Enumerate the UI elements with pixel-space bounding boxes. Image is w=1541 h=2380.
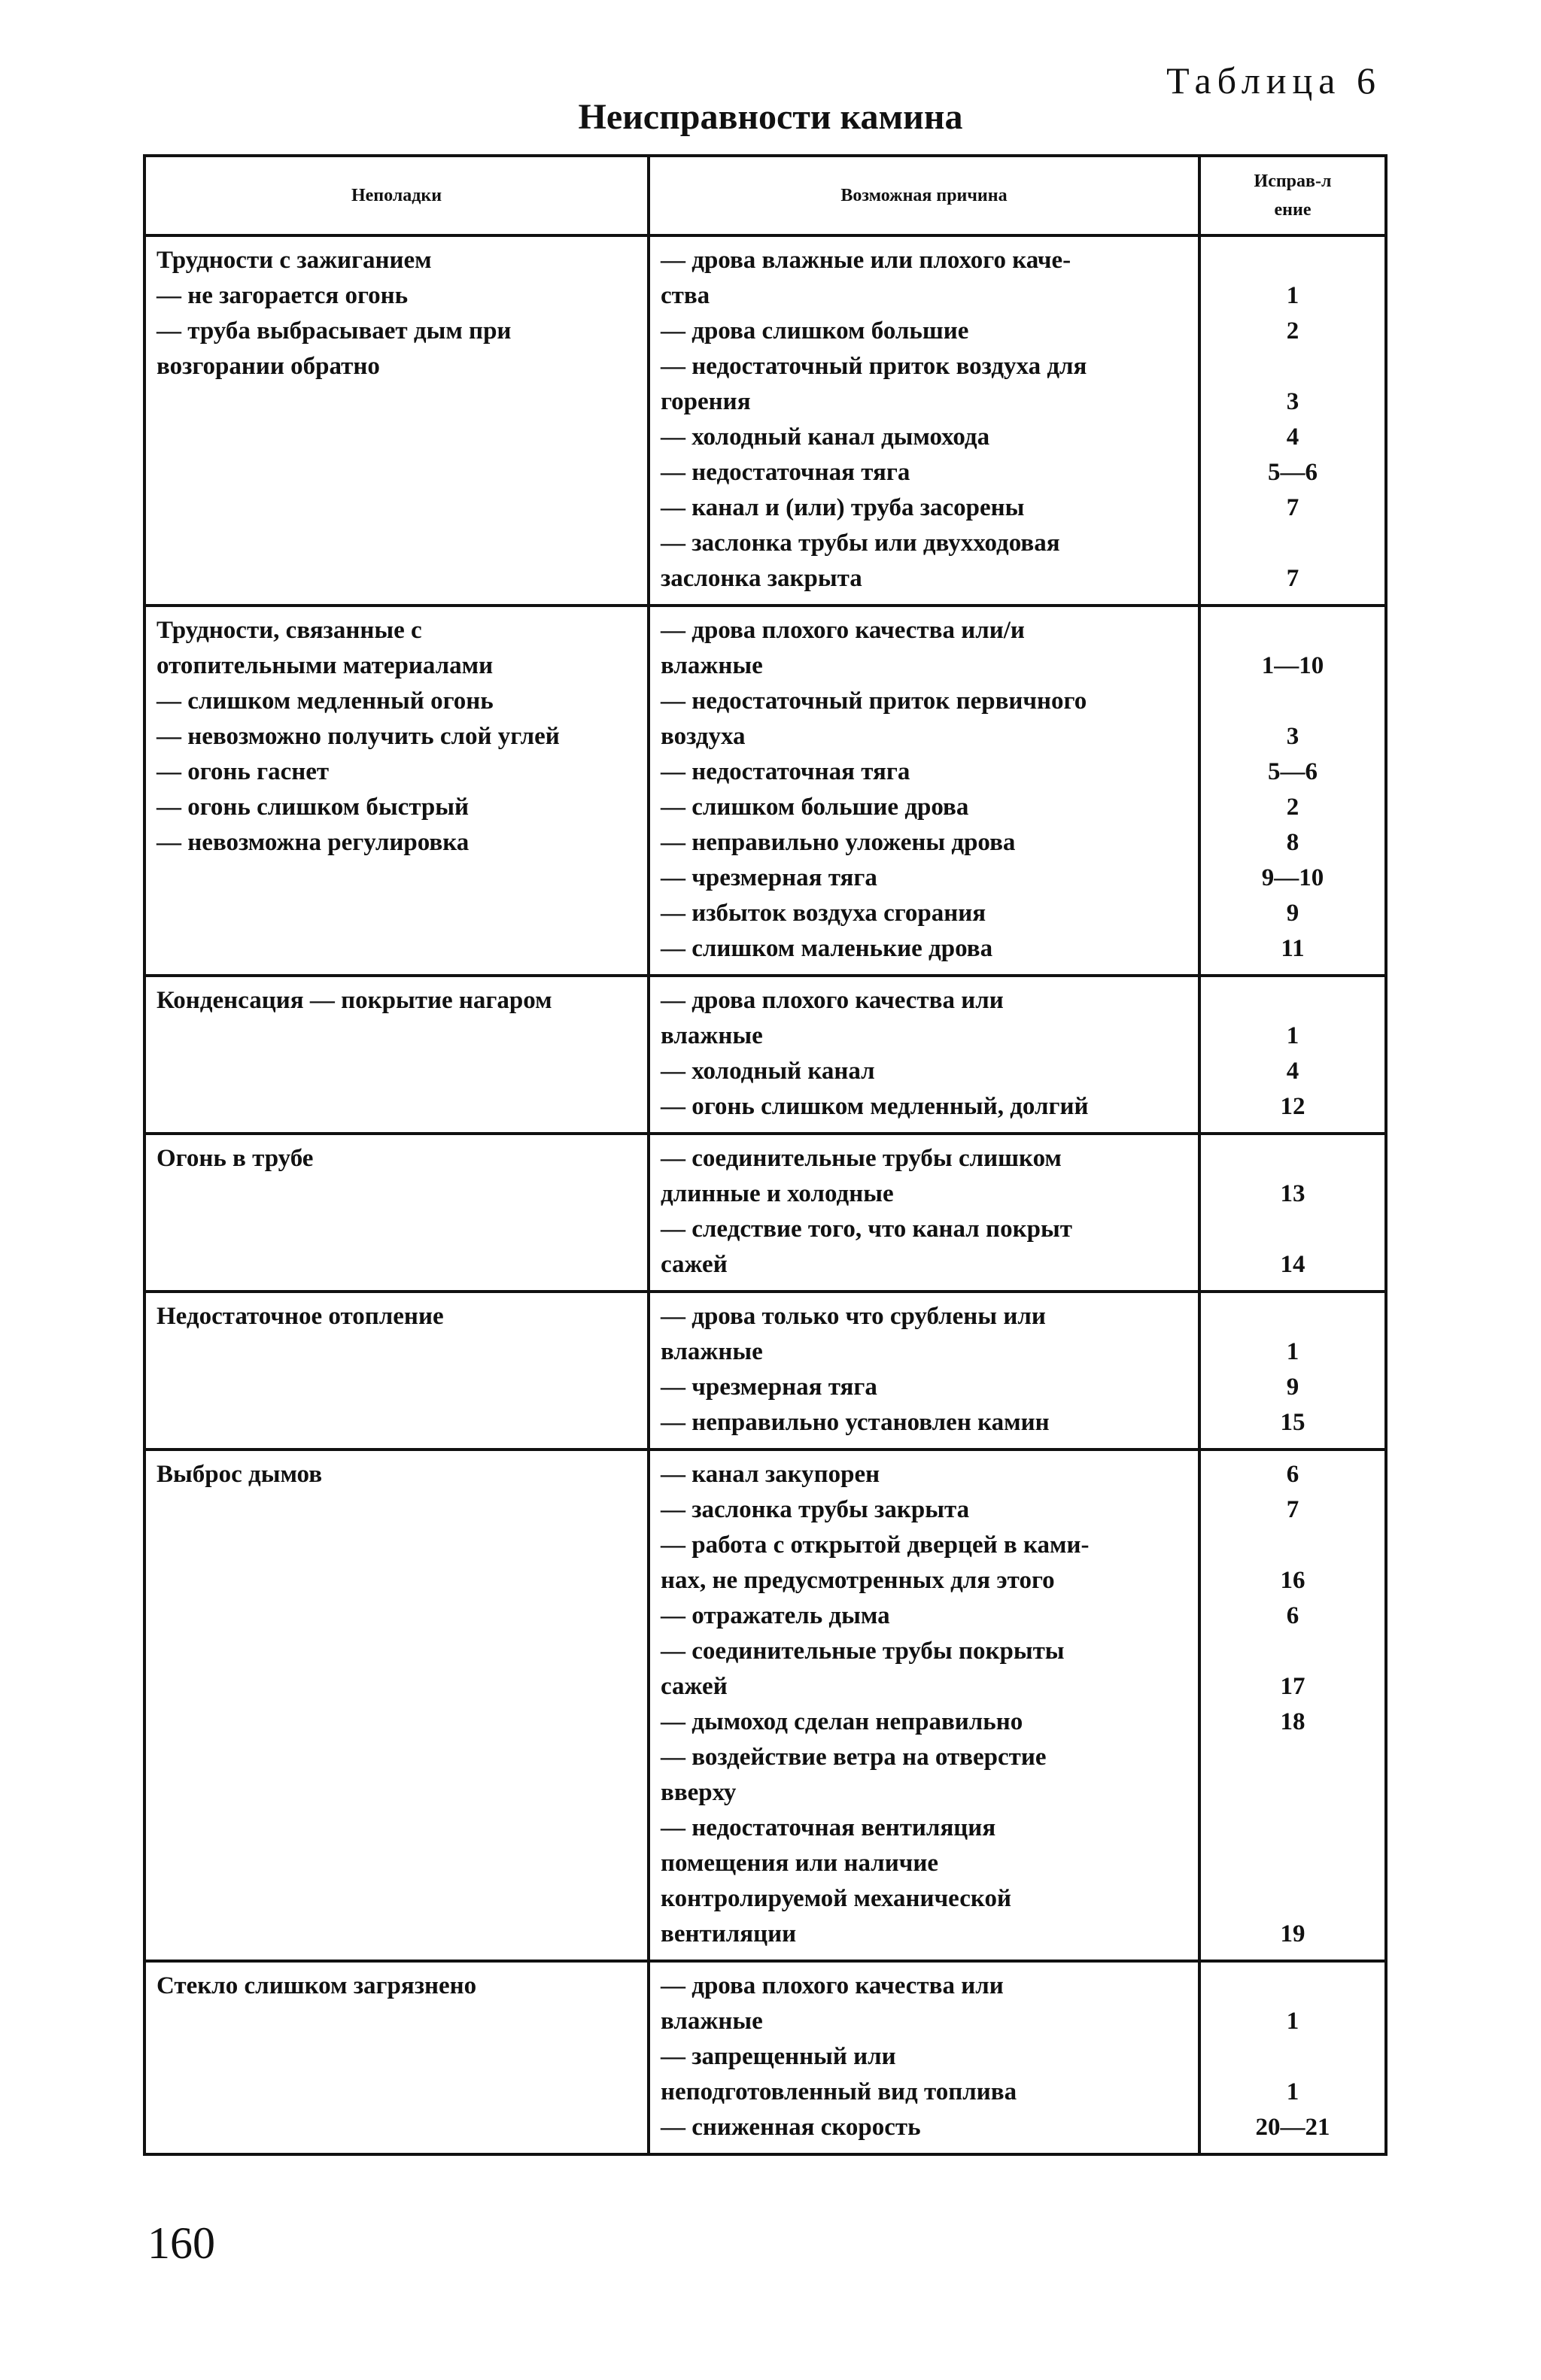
header-problem: Неполадки [144, 156, 649, 235]
fix-value: 7 [1286, 565, 1299, 592]
problem-cell [144, 1961, 649, 2154]
cause-line: вверху [661, 1779, 737, 1806]
problem-cell [144, 1292, 649, 1450]
fix-value: 1—10 [1261, 652, 1324, 679]
cause-line: — недостаточная вентиляция [661, 1814, 996, 1841]
fix-value: 6 [1286, 1461, 1299, 1488]
fix-value [1211, 613, 1374, 648]
cause-line: — заслонка трубы или двухходовая [661, 530, 1060, 557]
problem-line: — невозможно получить слой углей [157, 723, 560, 750]
problem-line: Выброс дымов [157, 1461, 323, 1488]
cause-line: — дрова плохого качества или [661, 1972, 1004, 1999]
cause-line: — недостаточный приток воздуха для [661, 353, 1087, 380]
cause-line: — слишком большие дрова [661, 794, 969, 821]
problem-line: Трудности, связанные с [157, 617, 422, 644]
cause-line: — избыток воздуха сгорания [661, 900, 986, 927]
table-row [144, 976, 1386, 1134]
cause-cell [649, 606, 1199, 976]
faults-table [143, 154, 1388, 2156]
fix-value: 14 [1280, 1251, 1305, 1278]
fix-value [1211, 1775, 1374, 1811]
header-cause: Возможная причина [649, 156, 1199, 235]
problem-line: Недостаточное отопление [157, 1303, 444, 1330]
fix-value [1211, 1969, 1374, 2004]
fix-cell [1199, 606, 1386, 976]
cause-line: — соединительные трубы слишком [661, 1145, 1062, 1172]
fix-value: 1 [1286, 282, 1299, 309]
cause-line: — дрова слишком большие [661, 317, 969, 345]
cause-cell [649, 976, 1199, 1134]
cause-line: заслонка закрыта [661, 565, 862, 592]
fix-value [1211, 2039, 1374, 2075]
cause-line: влажные [661, 1022, 763, 1049]
header-fix [1199, 156, 1386, 235]
fix-cell [1199, 1134, 1386, 1292]
cause-line: — недостаточный приток первичного [661, 688, 1087, 715]
fix-value [1211, 1299, 1374, 1334]
fix-value: 3 [1286, 388, 1299, 415]
problem-cell [144, 1450, 649, 1961]
page-number: 160 [147, 2218, 215, 2268]
fix-value [1211, 1634, 1374, 1669]
table-header [144, 156, 1386, 235]
fix-value: 2 [1286, 317, 1299, 345]
cause-line: — огонь слишком медленный, долгий [661, 1093, 1089, 1120]
fix-value: 16 [1280, 1567, 1305, 1594]
fix-value: 1 [1286, 2078, 1299, 2105]
cause-line: — дрова влажные или плохого каче- [661, 247, 1071, 274]
cause-line: — неправильно установлен камин [661, 1409, 1050, 1436]
cause-line: влажные [661, 1338, 763, 1365]
fix-value [1211, 1881, 1374, 1917]
cause-line: — недостаточная тяга [661, 758, 910, 785]
problem-line: — слишком медленный огонь [157, 688, 494, 715]
cause-line: — неправильно уложены дрова [661, 829, 1016, 856]
cause-line: — дрова плохого качества или [661, 987, 1004, 1014]
cause-line: — канал и (или) труба засорены [661, 494, 1025, 521]
cause-line: — соединительные трубы покрыты [661, 1638, 1065, 1665]
cause-line: помещения или наличие [661, 1850, 939, 1877]
fix-value: 13 [1280, 1180, 1305, 1207]
fix-value: 4 [1286, 423, 1299, 451]
cause-line: — дрова плохого качества или/и [661, 617, 1025, 644]
cause-line: сажей [661, 1673, 728, 1700]
cause-line: ства [661, 282, 710, 309]
fix-value: 12 [1280, 1093, 1305, 1120]
fix-value: 11 [1281, 935, 1305, 962]
table-row [144, 1450, 1386, 1961]
header-row [144, 156, 1386, 235]
fix-value: 9 [1286, 1374, 1299, 1401]
fix-value [1211, 1740, 1374, 1775]
cause-line: — заслонка трубы закрыта [661, 1496, 970, 1523]
fix-value: 5—6 [1268, 758, 1318, 785]
problem-line: — не загорается огонь [157, 282, 409, 309]
cause-line: воздуха [661, 723, 746, 750]
table-row [144, 1961, 1386, 2154]
fix-value [1211, 1141, 1374, 1176]
cause-line: контролируемой механической [661, 1885, 1011, 1912]
table-row [144, 235, 1386, 606]
header-fix-text: Исправ-ление [1254, 172, 1332, 220]
fix-value [1211, 349, 1374, 384]
fix-value: 15 [1280, 1409, 1305, 1436]
fix-value: 7 [1286, 494, 1299, 521]
cause-cell [649, 1450, 1199, 1961]
cause-line: нах, не предусмотренных для этого [661, 1567, 1055, 1594]
problem-line: возгорании обратно [157, 353, 380, 380]
fix-value: 20—21 [1255, 2114, 1330, 2141]
cause-line: — дрова только что срублены или [661, 1303, 1046, 1330]
fix-value: 7 [1286, 1496, 1299, 1523]
problem-cell [144, 1134, 649, 1292]
fix-value: 1 [1286, 1022, 1299, 1049]
fix-value [1211, 1212, 1374, 1247]
problem-cell [144, 976, 649, 1134]
fix-value: 19 [1280, 1920, 1305, 1947]
fix-value [1211, 983, 1374, 1018]
fix-value [1211, 1811, 1374, 1846]
fix-cell [1199, 976, 1386, 1134]
cause-line: — сниженная скорость [661, 2114, 921, 2141]
fix-value [1211, 526, 1374, 561]
cause-line: — отражатель дыма [661, 1602, 890, 1629]
table-body [144, 235, 1386, 2154]
cause-line: — канал закупорен [661, 1461, 880, 1488]
problem-line: Трудности с зажиганием [157, 247, 432, 274]
problem-cell [144, 606, 649, 976]
fix-cell [1199, 1292, 1386, 1450]
fix-value: 8 [1286, 829, 1299, 856]
page-title [0, 96, 1541, 138]
fix-value: 1 [1286, 2008, 1299, 2035]
fix-value: 17 [1280, 1673, 1305, 1700]
problem-line: — огонь слишком быстрый [157, 794, 469, 821]
cause-cell [649, 1134, 1199, 1292]
fix-cell [1199, 1961, 1386, 2154]
table-row [144, 1134, 1386, 1292]
cause-line: — холодный канал дымохода [661, 423, 990, 451]
cause-cell [649, 235, 1199, 606]
cause-line: неподготовленный вид топлива [661, 2078, 1017, 2105]
cause-cell [649, 1961, 1199, 2154]
table-row [144, 1292, 1386, 1450]
fix-value: 3 [1286, 723, 1299, 750]
problem-line: Огонь в трубе [157, 1145, 314, 1172]
fix-value: 6 [1286, 1602, 1299, 1629]
cause-line: — дымоход сделан неправильно [661, 1708, 1023, 1735]
cause-line: — недостаточная тяга [661, 459, 910, 486]
fix-value: 9 [1286, 900, 1299, 927]
fix-value: 2 [1286, 794, 1299, 821]
problem-line: отопительными материалами [157, 652, 494, 679]
cause-cell [649, 1292, 1199, 1450]
fix-cell [1199, 1450, 1386, 1961]
cause-line: — слишком маленькие дрова [661, 935, 993, 962]
cause-line: длинные и холодные [661, 1180, 894, 1207]
table-row [144, 606, 1386, 976]
fix-value: 9—10 [1261, 864, 1324, 891]
fix-cell [1199, 235, 1386, 606]
cause-line: — работа с открытой дверцей в ками- [661, 1532, 1090, 1559]
cause-line: влажные [661, 2008, 763, 2035]
problem-line: — труба выбрасывает дым при [157, 317, 512, 345]
cause-line: горения [661, 388, 751, 415]
problem-cell [144, 235, 649, 606]
fix-value: 4 [1286, 1058, 1299, 1085]
fix-value: 5—6 [1268, 459, 1318, 486]
cause-line: — воздействие ветра на отверстие [661, 1744, 1047, 1771]
cause-line: — запрещенный или [661, 2043, 896, 2070]
cause-line: вентиляции [661, 1920, 797, 1947]
problem-line: Стекло слишком загрязнено [157, 1972, 477, 1999]
cause-line: — чрезмерная тяга [661, 1374, 877, 1401]
cause-line: — следствие того, что канал покрыт [661, 1216, 1072, 1243]
cause-line: влажные [661, 652, 763, 679]
problem-line: — невозможна регулировка [157, 829, 470, 856]
page-title-text: Неисправности камина [578, 97, 963, 137]
cause-line: — холодный канал [661, 1058, 875, 1085]
fix-value: 18 [1280, 1708, 1305, 1735]
problem-line: Конденсация — покрытие нагаром [157, 987, 552, 1014]
fix-value [1211, 1846, 1374, 1881]
fix-value [1211, 243, 1374, 278]
fix-value [1211, 1528, 1374, 1563]
fix-value: 1 [1286, 1338, 1299, 1365]
cause-line: сажей [661, 1251, 728, 1278]
fix-value [1211, 684, 1374, 719]
problem-line: — огонь гаснет [157, 758, 330, 785]
table-number-label: Таблица 6 [1166, 59, 1381, 102]
cause-line: — чрезмерная тяга [661, 864, 877, 891]
